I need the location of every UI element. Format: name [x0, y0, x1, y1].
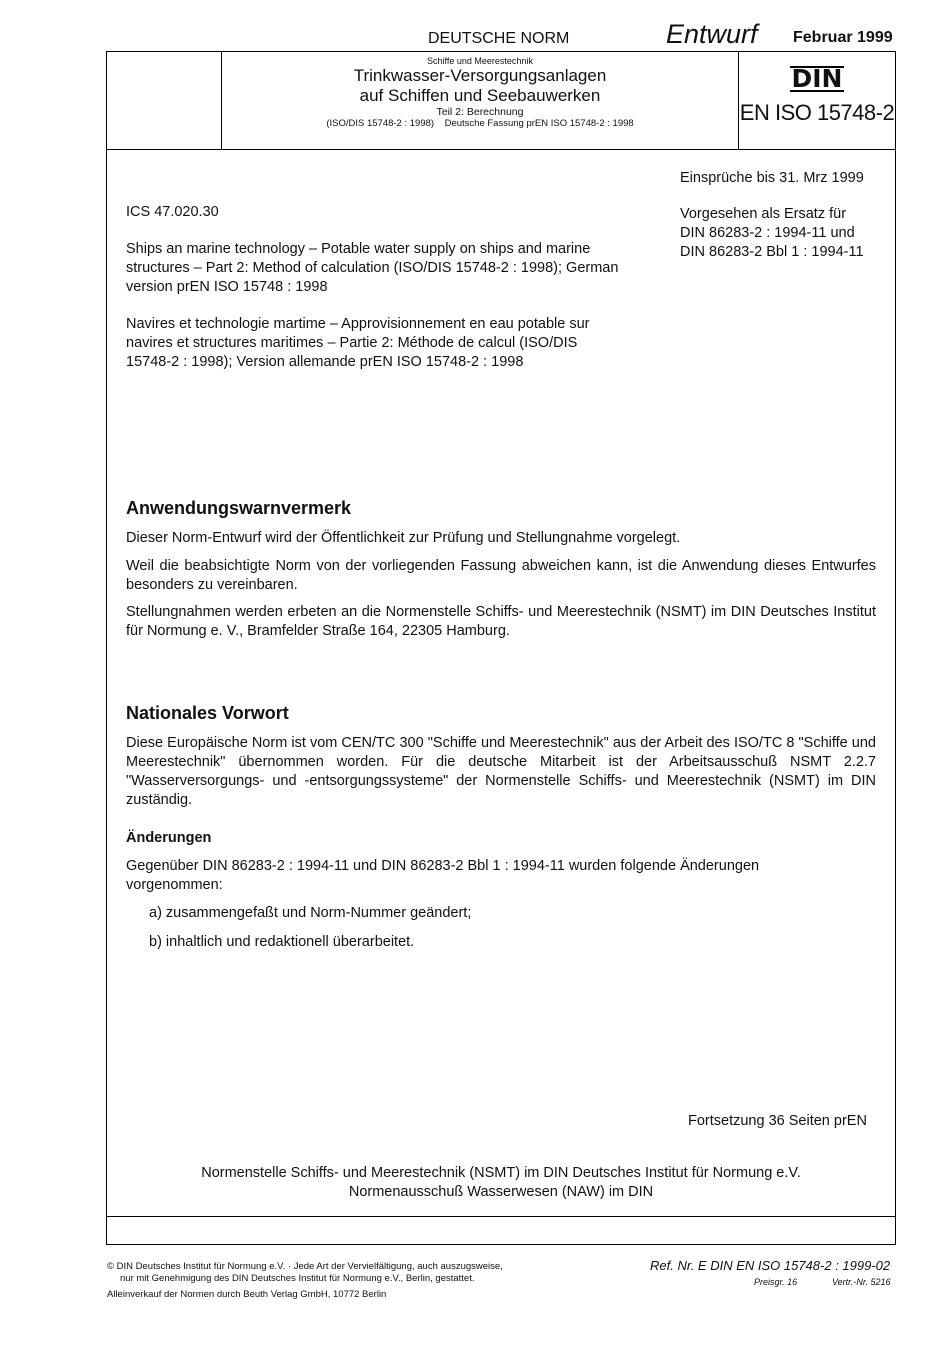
title-block-bottom-rule: [107, 149, 895, 150]
warning-paragraph-3: Stellungnahmen werden erbeten an die Normenstelle Schiffs- und Meerestechnik (NSMT) im DIN Deutsches Institut für Normung e. V., Bramfelder Straße 164, 22305 Hamburg.: [126, 604, 876, 639]
changes-heading: Änderungen: [126, 830, 212, 846]
responsible-line-1: Normenstelle Schiffs- und Meerestechnik (NSMT) im DIN Deutsches Institut für Normung e.V.: [201, 1165, 801, 1181]
title-line-2: auf Schiffen und Seebauwerken: [359, 86, 601, 105]
sales-note: Alleinverkauf der Normen durch Beuth Verlag GmbH, 10772 Berlin: [107, 1289, 387, 1300]
responsible-body: [106, 1164, 896, 1202]
foreword-paragraph: Diese Europäische Norm ist vom CEN/TC 300 "Schiffe und Meerestechnik" aus der Arbeit des ISO/TC 8 "Schiffe und Meerestechnik" übernommen worden. Für die deutsche Mitarbeit ist der Arbeitsausschuß NSMT 2.2.7 "Wasserversorgungs- und -entsorgungssysteme" der Normenstelle Schiffs- und Meerestechnik (NSMT) im DIN zuständig.: [126, 735, 876, 808]
footer-top-rule: [107, 1216, 895, 1217]
replacement-line-2: DIN 86283-2 : 1994-11 und: [680, 225, 855, 241]
draft-status: Entwurf: [666, 19, 758, 49]
english-title: Ships an marine technology – Potable water supply on ships and marine structures – Part 2: Method of calculation (ISO/DIS 15748-2 : 1998); German version prEN ISO 15748 : 1998: [126, 241, 619, 295]
copyright-line-2: nur mit Genehmigung des DIN Deutsches Institut für Normung e.V., Berlin, gestattet.: [120, 1273, 475, 1284]
changes-item-a: a) zusammengefaßt und Norm-Nummer geändert;: [149, 905, 472, 921]
distribution-number: Vertr.-Nr. 5216: [832, 1277, 891, 1287]
copyright-line-1: © DIN Deutsches Institut für Normung e.V. · Jede Art der Vervielfältigung, auch auszugsweise,: [107, 1261, 503, 1272]
part-title: Teil 2: Berechnung: [436, 106, 524, 118]
replacement-line-1: Vorgesehen als Ersatz für: [680, 206, 847, 222]
changes-intro: Gegenüber DIN 86283-2 : 1994-11 und DIN 86283-2 Bbl 1 : 1994-11 wurden folgende Änderungen vorgenommen:: [126, 858, 760, 893]
title-block: [222, 52, 738, 149]
din-logo: DIN: [791, 64, 843, 93]
din-block: [739, 52, 895, 149]
replacement-info: [680, 205, 890, 262]
ics-code: ICS 47.020.30: [126, 204, 219, 220]
replacement-line-3: DIN 86283-2 Bbl 1 : 1994-11: [680, 244, 864, 260]
reference-number: Ref. Nr. E DIN EN ISO 15748-2 : 1999-02: [650, 1258, 891, 1273]
issue-date: Februar 1999: [793, 29, 893, 46]
continuation-note: Fortsetzung 36 Seiten prEN: [688, 1113, 867, 1129]
responsible-line-2: Normenausschuß Wasserwesen (NAW) im DIN: [348, 1184, 654, 1200]
committee: Schiffe und Meerestechnik: [427, 56, 533, 66]
price-group: Preisgr. 16: [754, 1277, 798, 1287]
changes-item-b: b) inhaltlich und redaktionell überarbeitet.: [149, 934, 415, 950]
norm-type: DEUTSCHE NORM: [428, 30, 570, 47]
warning-paragraph-1: Dieser Norm-Entwurf wird der Öffentlichkeit zur Prüfung und Stellungnahme vorgelegt.: [126, 530, 681, 546]
foreword-heading: Nationales Vorwort: [126, 703, 289, 723]
objection-deadline: Einsprüche bis 31. Mrz 1999: [680, 170, 864, 186]
iso-reference: (ISO/DIS 15748-2 : 1998) Deutsche Fassung prEN ISO 15748-2 : 1998: [326, 118, 634, 129]
warning-paragraph-2: Weil die beabsichtigte Norm von der vorliegenden Fassung abweichen kann, ist die Anwendung dieses Entwurfes besonders zu vereinbaren.: [126, 558, 876, 593]
standard-number: EN ISO 15748-2: [739, 100, 895, 125]
warning-heading: Anwendungswarnvermerk: [126, 498, 352, 518]
title-line-1: Trinkwasser-Versorgungsanlagen: [353, 66, 607, 85]
french-title: Navires et technologie martime – Approvisionnement en eau potable sur navires et structures maritimes – Partie 2: Méthode de calcul (ISO/DIS 15748-2 : 1998); Version allemande prEN ISO 15748-2 : 1998: [126, 316, 590, 370]
